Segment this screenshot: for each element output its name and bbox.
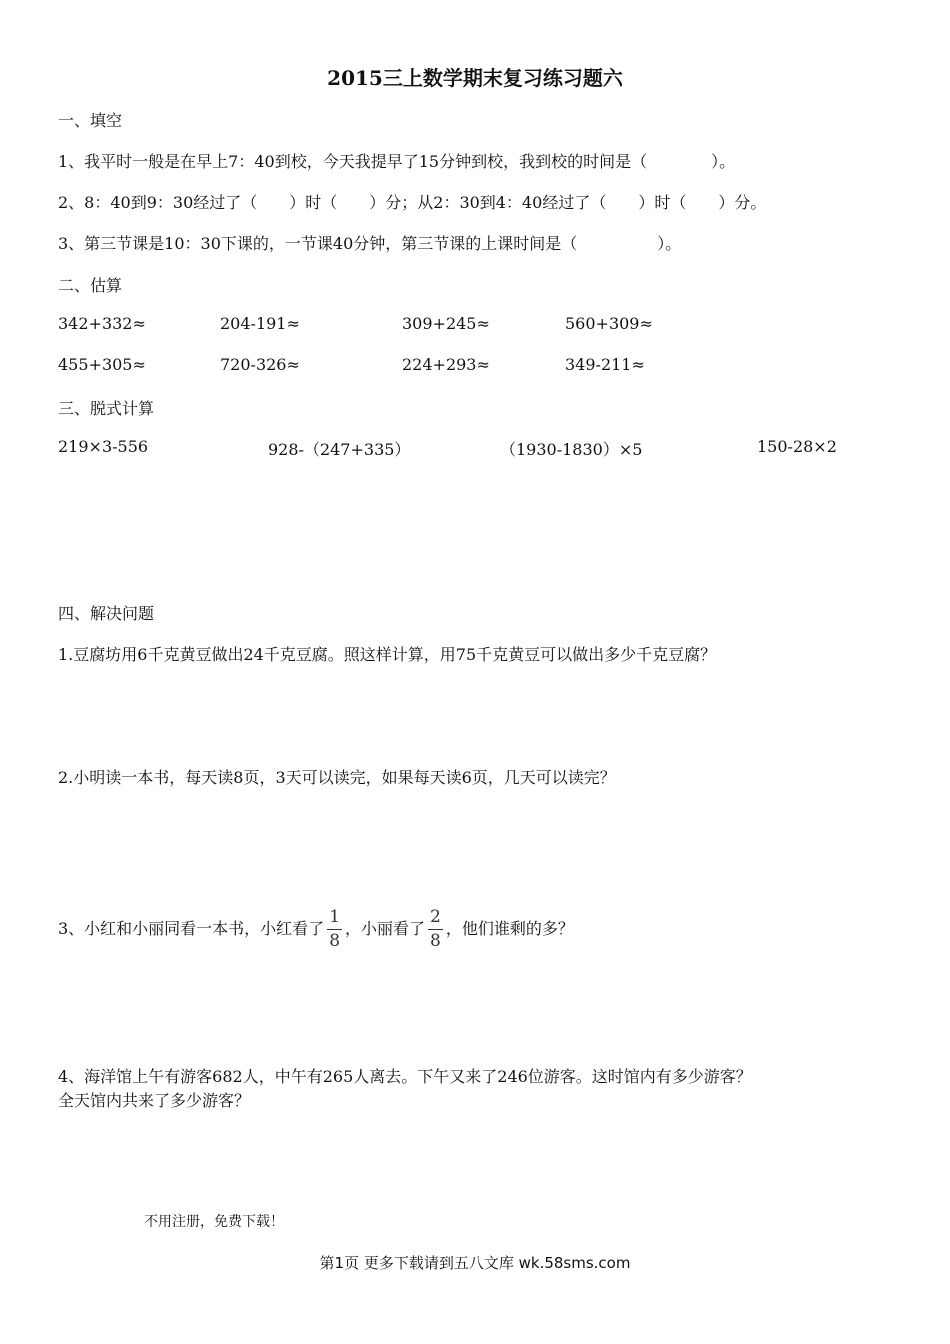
estimate-item: 224+293≈	[402, 355, 490, 374]
problem-4-line-1: 4、海洋馆上午有游客682人，中午有265人离去。下午又来了246位游客。这时馆内有多少游客？	[58, 1067, 752, 1086]
fraction-denominator: 8	[329, 931, 341, 951]
estimate-item: 342+332≈	[58, 314, 146, 333]
section-heading-calc: 三、脱式计算	[58, 399, 155, 418]
free-download-note: 不用注册，免费下载！	[144, 1214, 284, 1230]
fraction-bar	[327, 929, 342, 930]
fill-question-1: 1、我平时一般是在早上7：40到校，今天我提早了15分钟到校，我到校的时间是（ ）。	[58, 152, 736, 171]
page-title: 2015三上数学期末复习练习题六	[327, 66, 623, 90]
estimate-item: 204-191≈	[220, 314, 300, 333]
problem-2: 2.小明读一本书，每天读8页，3天可以读完，如果每天读6页，几天可以读完？	[58, 768, 616, 787]
calc-item: 219×3-556	[58, 437, 149, 456]
calc-item: （1930-1830）×5	[500, 440, 643, 459]
problem-4-line-2: 全天馆内共来了多少游客？	[58, 1091, 251, 1110]
estimate-item: 309+245≈	[402, 314, 490, 333]
section-heading-estimate: 二、估算	[58, 276, 123, 295]
fraction-denominator: 8	[430, 931, 441, 951]
fraction-two-eighths	[428, 908, 443, 951]
problem-1: 1.豆腐坊用6千克黄豆做出24千克豆腐。照这样计算，用75千克黄豆可以做出多少千克豆腐？	[58, 645, 717, 664]
estimate-item: 560+309≈	[565, 314, 653, 333]
calc-item: 928-（247+335）	[268, 440, 411, 459]
estimate-item: 720-326≈	[220, 355, 300, 374]
fraction-numerator: 2	[430, 907, 441, 927]
problem-3-text-c: ，他们谁剩的多？	[445, 919, 574, 938]
fraction-numerator: 1	[329, 907, 341, 927]
fill-question-3: 3、第三节课是10：30下课的，一节课40分钟，第三节课的上课时间是（ ）。	[58, 234, 682, 253]
section-heading-fill: 一、填空	[58, 111, 123, 130]
fraction-bar	[428, 929, 443, 930]
problem-3	[58, 908, 574, 951]
problem-3-text-b: ，小丽看了	[345, 919, 426, 938]
problem-3-text-a: 3、小红和小丽同看一本书，小红看了	[58, 919, 325, 938]
estimate-item: 349-211≈	[565, 355, 645, 374]
section-heading-problems: 四、解决问题	[58, 604, 155, 623]
fill-question-2: 2、8：40到9：30经过了（ ）时（ ）分；从2：30到4：40经过了（ ）时（ ）分。	[58, 193, 767, 212]
page-footer: 第1页 更多下载请到五八文库 wk.58sms.com	[319, 1254, 631, 1272]
calc-item: 150-28×2	[757, 437, 837, 456]
estimate-item: 455+305≈	[58, 355, 146, 374]
fraction-one-eighth	[327, 908, 342, 951]
